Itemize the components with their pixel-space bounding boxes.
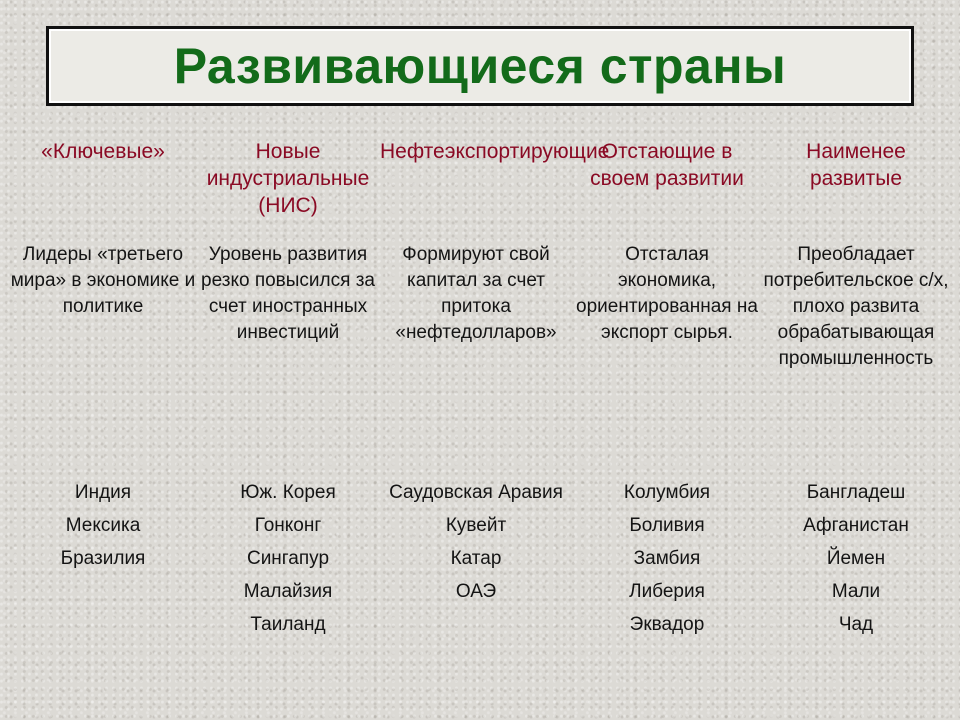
- country-item: Либерия: [629, 581, 705, 602]
- country-item: Бразилия: [60, 548, 146, 569]
- examples-key: [8, 482, 198, 647]
- country-item: Сингапур: [246, 548, 330, 569]
- country-item: Чад: [838, 614, 874, 635]
- country-item: Гонконг: [254, 515, 322, 536]
- description-nic: Уровень развития резко повысился за счет иностранных инвестиций: [201, 244, 375, 343]
- examples-lagging: [574, 482, 760, 647]
- column-header-least-developed: Наименее развитые: [806, 140, 906, 190]
- country-item: ОАЭ: [455, 581, 497, 602]
- country-item: Индия: [74, 482, 132, 503]
- country-item: Таиланд: [250, 614, 326, 635]
- column-header-nic: Новые индустриальные (НИС): [206, 140, 370, 217]
- country-item: Замбия: [633, 548, 701, 569]
- country-item: Афганистан: [803, 515, 909, 536]
- description-oil-exporters: Формируют свой капитал за счет притока «нефтедолларов»: [395, 244, 557, 343]
- country-item: Мексика: [65, 515, 141, 536]
- description-least-developed: Преобладает потребительское с/х, плохо развита обрабатывающая промышленность: [763, 244, 949, 369]
- country-item: Саудовская Аравия: [389, 482, 563, 503]
- country-item: Боливия: [629, 515, 705, 536]
- country-item: Бангладеш: [806, 482, 906, 503]
- examples-least-developed: [760, 482, 952, 647]
- examples-oil-exporters: [378, 482, 574, 647]
- examples-nic: [198, 482, 378, 647]
- country-item: Эквадор: [629, 614, 705, 635]
- description-key: Лидеры «третьего мира» в экономике и политике: [10, 244, 196, 317]
- country-item: Катар: [450, 548, 502, 569]
- country-item: Кувейт: [445, 515, 507, 536]
- description-lagging: Отсталая экономика, ориентированная на экспорт сырья.: [576, 244, 758, 343]
- page-title: Развивающиеся страны: [173, 38, 787, 94]
- column-header-lagging: Отстающие в своем развитии: [590, 140, 744, 190]
- column-header-key: «Ключевые»: [41, 140, 165, 163]
- country-types-table: [8, 138, 952, 647]
- country-item: Мали: [831, 581, 881, 602]
- country-item: Колумбия: [623, 482, 711, 503]
- column-header-oil-exporters: Нефтеэкспортирующие: [380, 140, 610, 163]
- country-item: Малайзия: [243, 581, 333, 602]
- country-item: Йемен: [826, 548, 886, 569]
- country-item: Юж. Корея: [240, 482, 336, 503]
- title-box: [46, 26, 914, 106]
